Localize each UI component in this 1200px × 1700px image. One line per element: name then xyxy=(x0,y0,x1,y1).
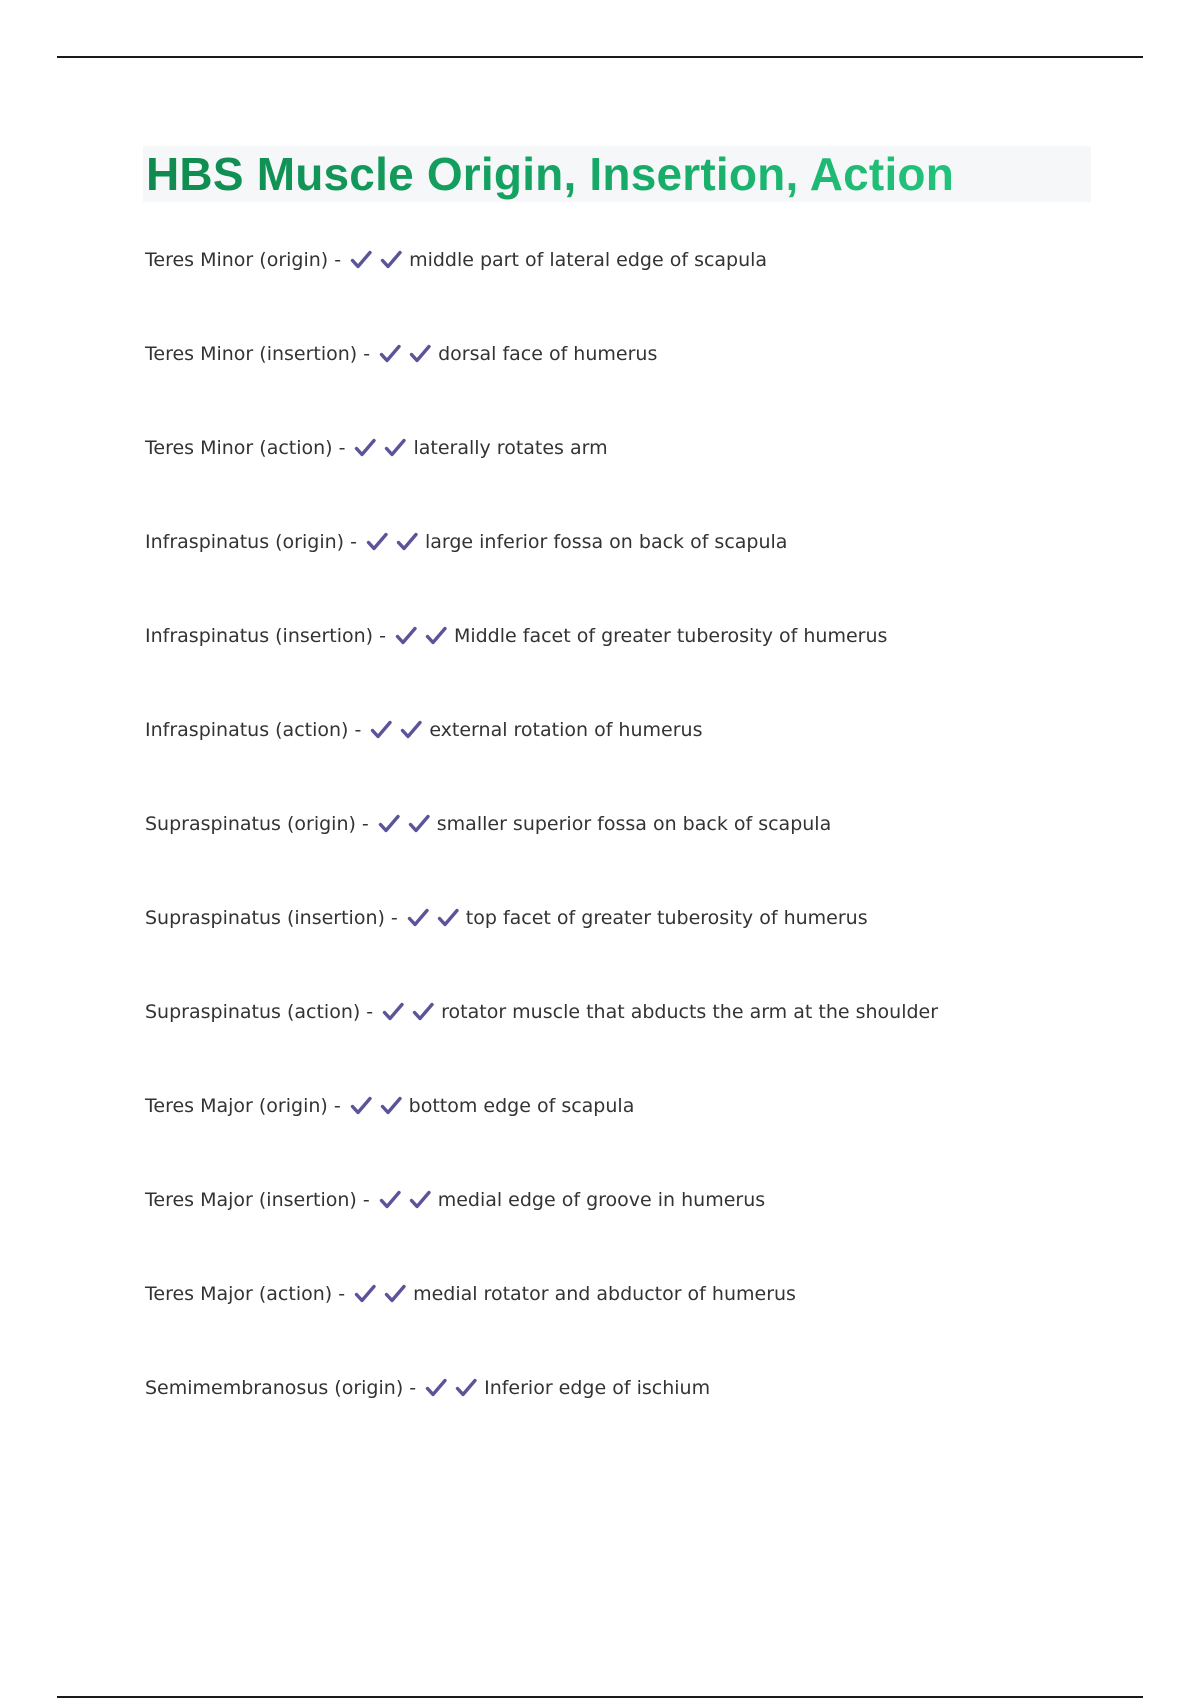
title-band xyxy=(143,146,1091,202)
entry-definition: large inferior fossa on back of scapula xyxy=(424,531,788,553)
entry-separator: - xyxy=(334,249,342,271)
entry-term: Semimembranosus (origin) xyxy=(145,1377,404,1399)
entry-separator: - xyxy=(409,1377,417,1399)
entry-definition: top facet of greater tuberosity of humerus xyxy=(465,907,868,929)
list-item xyxy=(145,996,1145,1090)
entry-separator: - xyxy=(363,343,371,365)
list-item xyxy=(145,902,1145,996)
entry-definition: rotator muscle that abducts the arm at the shoulder xyxy=(441,1001,939,1023)
check-icon xyxy=(424,1376,448,1400)
entry-separator: - xyxy=(338,1283,346,1305)
check-icon xyxy=(349,248,373,272)
entry-term: Teres Minor (action) xyxy=(145,437,333,459)
entry-definition: laterally rotates arm xyxy=(413,437,608,459)
check-icon xyxy=(379,248,403,272)
check-icon xyxy=(369,718,393,742)
flashcard-list xyxy=(145,244,1145,1466)
check-icon xyxy=(454,1376,478,1400)
check-icon xyxy=(377,812,401,836)
entry-definition: medial rotator and abductor of humerus xyxy=(413,1283,796,1305)
list-item xyxy=(145,714,1145,808)
list-item xyxy=(145,432,1145,526)
check-icon xyxy=(411,1000,435,1024)
entry-separator: - xyxy=(354,719,362,741)
check-icon xyxy=(424,624,448,648)
list-item xyxy=(145,1372,1145,1466)
check-icon xyxy=(395,530,419,554)
entry-separator: - xyxy=(379,625,386,647)
check-icon xyxy=(383,436,407,460)
check-icon xyxy=(353,436,377,460)
list-item xyxy=(145,526,1145,620)
entry-term: Infraspinatus (action) xyxy=(145,719,349,741)
check-icon xyxy=(349,1094,373,1118)
entry-term: Infraspinatus (insertion) xyxy=(145,625,374,647)
top-rule xyxy=(57,56,1143,58)
entry-definition: Middle facet of greater tuberosity of humerus xyxy=(453,625,888,647)
entry-term: Teres Major (origin) xyxy=(145,1095,328,1117)
entry-separator: - xyxy=(390,907,398,929)
check-icon xyxy=(399,718,423,742)
list-item xyxy=(145,244,1145,338)
check-icon xyxy=(408,342,432,366)
check-icon xyxy=(381,1000,405,1024)
entry-term: Infraspinatus (origin) xyxy=(145,531,345,553)
list-item xyxy=(145,338,1145,432)
entry-term: Teres Minor (origin) xyxy=(145,249,329,271)
check-icon xyxy=(379,1094,403,1118)
page-title: HBS Muscle Origin, Insertion, Action xyxy=(143,146,954,202)
entry-definition: bottom edge of scapula xyxy=(408,1095,635,1117)
check-icon xyxy=(408,1188,432,1212)
entry-definition: smaller superior fossa on back of scapula xyxy=(436,813,832,835)
entry-separator: - xyxy=(362,1189,370,1211)
check-icon xyxy=(436,906,460,930)
check-icon xyxy=(365,530,389,554)
entry-definition: middle part of lateral edge of scapula xyxy=(409,249,768,271)
entry-term: Teres Minor (insertion) xyxy=(145,343,358,365)
entry-term: Supraspinatus (action) xyxy=(145,1001,361,1023)
check-icon xyxy=(394,624,418,648)
bottom-rule xyxy=(57,1696,1143,1698)
entry-term: Teres Major (action) xyxy=(145,1283,333,1305)
entry-separator: - xyxy=(366,1001,374,1023)
entry-definition: external rotation of humerus xyxy=(429,719,703,741)
check-icon xyxy=(406,906,430,930)
list-item xyxy=(145,620,1145,714)
entry-definition: dorsal face of humerus xyxy=(438,343,658,365)
entry-definition: Inferior edge of ischium xyxy=(484,1377,711,1399)
entry-separator: - xyxy=(333,1095,341,1117)
list-item xyxy=(145,1090,1145,1184)
list-item xyxy=(145,808,1145,902)
check-icon xyxy=(378,342,402,366)
entry-separator: - xyxy=(350,531,357,553)
entry-term: Supraspinatus (insertion) xyxy=(145,907,385,929)
check-icon xyxy=(353,1282,377,1306)
list-item xyxy=(145,1184,1145,1278)
entry-separator: - xyxy=(361,813,369,835)
entry-term: Teres Major (insertion) xyxy=(145,1189,357,1211)
check-icon xyxy=(407,812,431,836)
entry-definition: medial edge of groove in humerus xyxy=(437,1189,766,1211)
check-icon xyxy=(378,1188,402,1212)
entry-term: Supraspinatus (origin) xyxy=(145,813,356,835)
entry-separator: - xyxy=(338,437,346,459)
check-icon xyxy=(383,1282,407,1306)
list-item xyxy=(145,1278,1145,1372)
